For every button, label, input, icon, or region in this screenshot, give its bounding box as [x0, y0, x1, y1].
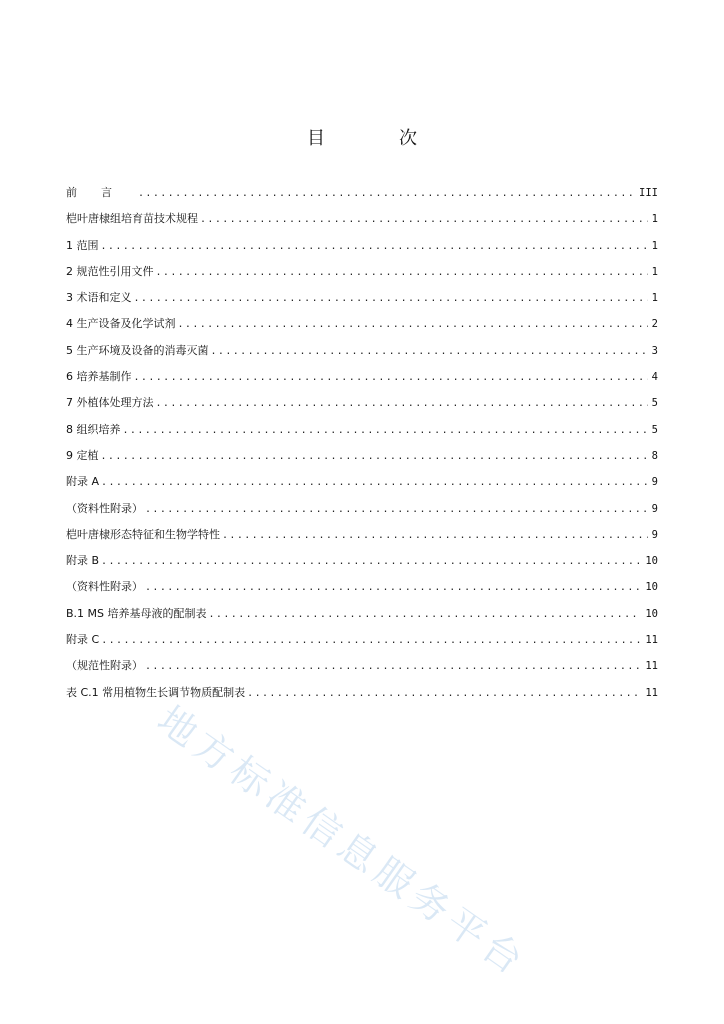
toc-entry-page: III	[639, 187, 658, 199]
toc-entry-label: 附录 A	[66, 475, 100, 489]
toc-entry-page: 1	[651, 213, 658, 226]
toc-leader-dots	[101, 470, 648, 496]
toc-entry[interactable]	[66, 496, 658, 522]
toc-leader-dots	[123, 418, 648, 444]
toc-entry-label: 表 C.1 常用植物生长调节物质配制表	[66, 685, 246, 699]
toc-entry[interactable]	[66, 469, 658, 495]
toc-entry[interactable]	[66, 522, 658, 548]
toc-entry[interactable]	[66, 627, 658, 653]
toc-leader-dots	[222, 523, 648, 549]
toc-entry-page: 1	[651, 292, 658, 305]
toc-entry-label: 附录 B	[66, 554, 100, 568]
toc-entry-page: 1	[651, 239, 658, 252]
toc-entry[interactable]	[66, 233, 658, 259]
toc-entry-label: 7 外植体处理方法	[66, 396, 154, 410]
toc-entry-label: 4 生产设备及化学试剂	[66, 317, 176, 331]
table-of-contents	[66, 180, 658, 706]
toc-leader-dots	[156, 391, 648, 417]
toc-entry-page: 4	[651, 371, 658, 384]
toc-leader-dots	[134, 365, 648, 391]
toc-entry-page: 3	[651, 344, 658, 357]
toc-entry[interactable]	[66, 680, 658, 706]
toc-entry-label: （规范性附录）	[66, 659, 143, 673]
toc-leader-dots	[145, 575, 641, 601]
toc-entry[interactable]	[66, 311, 658, 337]
toc-entry[interactable]	[66, 285, 658, 311]
toc-entry-page: 5	[651, 423, 658, 436]
toc-leader-dots	[178, 312, 648, 338]
toc-entry[interactable]	[66, 364, 658, 390]
toc-entry-label: B.1 MS 培养基母液的配制表	[66, 606, 207, 620]
toc-entry-label: 5 生产环境及设备的消毒灭菌	[66, 343, 209, 357]
toc-leader-dots	[209, 602, 642, 628]
toc-leader-dots	[145, 497, 648, 523]
toc-entry-label: 桤叶唐棣组培育苗技术规程	[66, 212, 198, 226]
toc-entry-label: 桤叶唐棣形态特征和生物学特性	[66, 527, 220, 541]
toc-entry-page: 8	[651, 449, 658, 462]
toc-entry-label: 8 组织培养	[66, 422, 121, 436]
toc-entry-label: 3 术语和定义	[66, 291, 132, 305]
toc-entry-label: 前言	[66, 186, 136, 199]
toc-leader-dots	[101, 628, 641, 654]
toc-leader-dots	[156, 260, 648, 286]
toc-entry[interactable]	[66, 338, 658, 364]
toc-entry-label: 9 定植	[66, 448, 99, 462]
toc-entry-page: 11	[645, 686, 658, 699]
toc-entry-page: 9	[651, 528, 658, 541]
toc-entry[interactable]	[66, 548, 658, 574]
toc-leader-dots	[101, 234, 648, 260]
toc-entry-page: 11	[645, 634, 658, 647]
toc-entry[interactable]	[66, 390, 658, 416]
toc-entry-page: 10	[645, 555, 658, 568]
toc-entry-page: 1	[651, 265, 658, 278]
toc-entry[interactable]	[66, 180, 658, 206]
toc-entry-label: （资料性附录）	[66, 580, 143, 594]
toc-entry[interactable]	[66, 417, 658, 443]
toc-leader-dots	[200, 207, 648, 233]
toc-leader-dots	[138, 181, 635, 207]
toc-entry-page: 9	[651, 502, 658, 515]
toc-entry[interactable]	[66, 443, 658, 469]
toc-entry-label: 2 规范性引用文件	[66, 264, 154, 278]
toc-entry-page: 10	[645, 607, 658, 620]
toc-leader-dots	[101, 549, 641, 575]
toc-entry[interactable]	[66, 601, 658, 627]
toc-leader-dots	[247, 681, 641, 707]
toc-entry-page: 10	[645, 581, 658, 594]
toc-leader-dots	[101, 444, 648, 470]
toc-entry[interactable]	[66, 653, 658, 679]
toc-entry[interactable]	[66, 574, 658, 600]
watermark: 地方标准信息服务平台	[149, 697, 536, 986]
toc-entry[interactable]	[66, 259, 658, 285]
toc-entry-label: （资料性附录）	[66, 501, 143, 515]
toc-entry-label: 6 培养基制作	[66, 370, 132, 384]
toc-leader-dots	[211, 339, 648, 365]
toc-entry-page: 11	[645, 660, 658, 673]
toc-entry-label: 1 范围	[66, 238, 99, 252]
toc-entry[interactable]	[66, 206, 658, 232]
toc-entry-page: 5	[651, 397, 658, 410]
toc-leader-dots	[134, 286, 648, 312]
toc-entry-page: 2	[651, 318, 658, 331]
toc-entry-label: 附录 C	[66, 633, 100, 647]
toc-leader-dots	[145, 654, 641, 680]
toc-entry-page: 9	[651, 476, 658, 489]
page-title: 目 次	[307, 128, 445, 149]
